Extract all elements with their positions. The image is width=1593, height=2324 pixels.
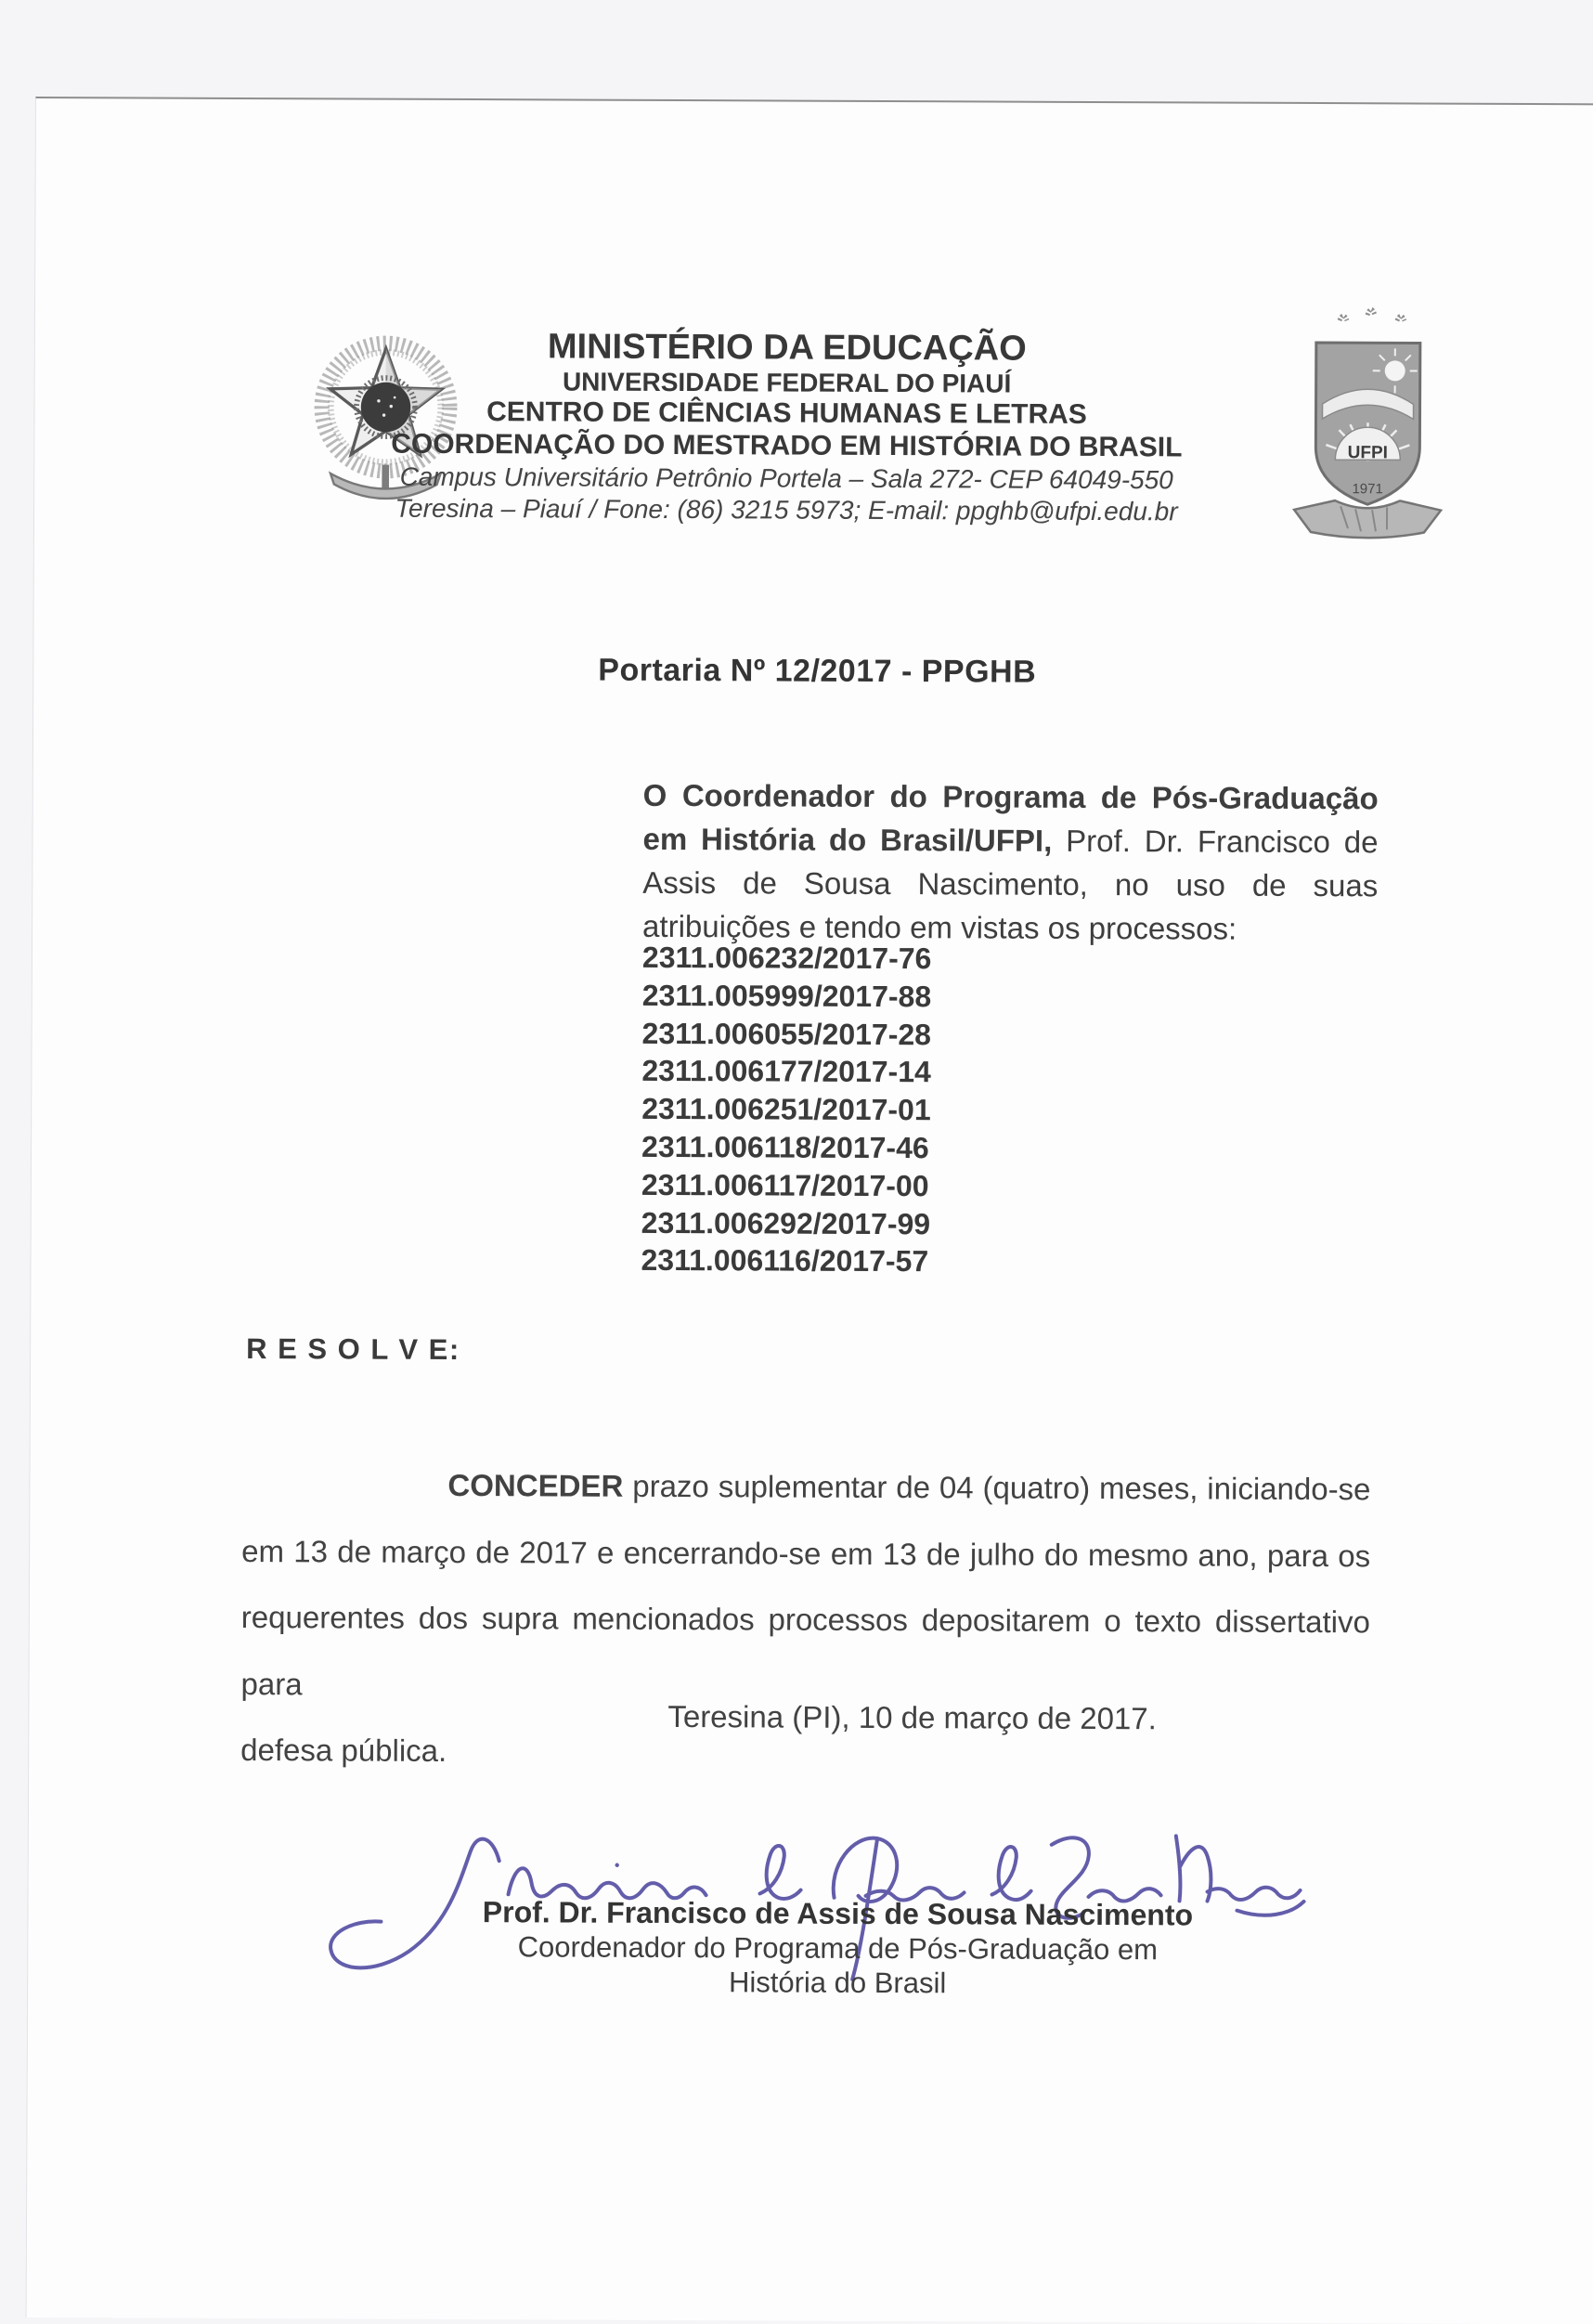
signature-word bbox=[509, 1868, 706, 1899]
process-number: 2311.006251/2017-01 bbox=[641, 1092, 931, 1127]
decision-line: CONCEDER prazo suplementar de 04 (quatro) meses, iniciando-se bbox=[447, 1467, 1371, 1507]
document-title: Portaria Nº 12/2017 - PPGHB bbox=[598, 652, 1037, 690]
ufpi-crest-logo bbox=[1283, 304, 1451, 555]
letterhead-university: UNIVERSIDADE FEDERAL DO PIAUÍ bbox=[562, 367, 1012, 398]
opening-line: em História do Brasil/UFPI, Prof. Dr. Francisco de bbox=[642, 821, 1379, 860]
opening-paragraph bbox=[642, 773, 1379, 951]
process-number: 2311.006232/2017-76 bbox=[641, 940, 932, 976]
process-number: 2311.006177/2017-14 bbox=[641, 1054, 931, 1089]
signature-block bbox=[290, 1894, 1385, 2002]
crest-sprigs bbox=[1340, 309, 1405, 320]
process-number: 2311.006117/2017-00 bbox=[641, 1167, 929, 1202]
signer-role-line1: Coordenador do Programa de Pós-Graduação em bbox=[517, 1930, 1159, 1967]
process-number: 2311.006116/2017-57 bbox=[641, 1243, 929, 1279]
letterhead-contact: Teresina – Piauí / Fone: (86) 3215 5973; E-mail: ppghb@ufpi.edu.br bbox=[395, 493, 1178, 526]
crest-ufpi-label: UFPI bbox=[1347, 443, 1389, 463]
letterhead-coordination: COORDENAÇÃO DO MESTRADO EM HISTÓRIA DO BRASIL bbox=[391, 428, 1183, 463]
letterhead-address: Campus Universitário Petrônio Portela – Sala 272- CEP 64049-550 bbox=[399, 461, 1173, 495]
decision-line: defesa pública. bbox=[240, 1732, 447, 1768]
process-list bbox=[641, 939, 931, 1281]
process-number: 2311.006055/2017-28 bbox=[641, 1016, 932, 1051]
process-number: 2311.005999/2017-88 bbox=[641, 978, 932, 1014]
decision-line: em 13 de março de 2017 e encerrando-se em 13 de julho do mesmo ano, para os bbox=[241, 1533, 1371, 1573]
crest-year-label: 1971 bbox=[1352, 481, 1383, 498]
place-date-line: Teresina (PI), 10 de março de 2017. bbox=[667, 1698, 1157, 1736]
crest-sun-small bbox=[1385, 360, 1405, 381]
opening-line: Assis de Sousa Nascimento, no uso de suas bbox=[642, 864, 1379, 903]
process-number: 2311.006292/2017-99 bbox=[641, 1205, 931, 1240]
signature-word bbox=[760, 1846, 801, 1899]
opening-line: atribuições e tendo em vistas os processos: bbox=[642, 908, 1237, 946]
crest-ribbon bbox=[1294, 500, 1441, 539]
signer-role-line2: História do Brasil bbox=[728, 1966, 947, 2000]
letterhead-center: CENTRO DE CIÊNCIAS HUMANAS E LETRAS bbox=[486, 396, 1087, 430]
decision-line: requerentes dos supra mencionados processos depositarem o texto dissertativo para bbox=[240, 1599, 1370, 1701]
signer-name: Prof. Dr. Francisco de Assis de Sousa Nascimento bbox=[482, 1895, 1194, 1932]
resolve-heading: R E S O L V E: bbox=[246, 1332, 460, 1367]
document-paper bbox=[26, 97, 1593, 2324]
letterhead-ministry: MINISTÉRIO DA EDUCAÇÃO bbox=[547, 327, 1027, 369]
process-number: 2311.006118/2017-46 bbox=[641, 1129, 929, 1165]
letterhead bbox=[369, 327, 1205, 528]
decision-paragraph bbox=[240, 1451, 1371, 1788]
signature-word bbox=[992, 1847, 1031, 1900]
opening-line: O Coordenador do Programa de Pós-Graduação bbox=[642, 777, 1379, 816]
